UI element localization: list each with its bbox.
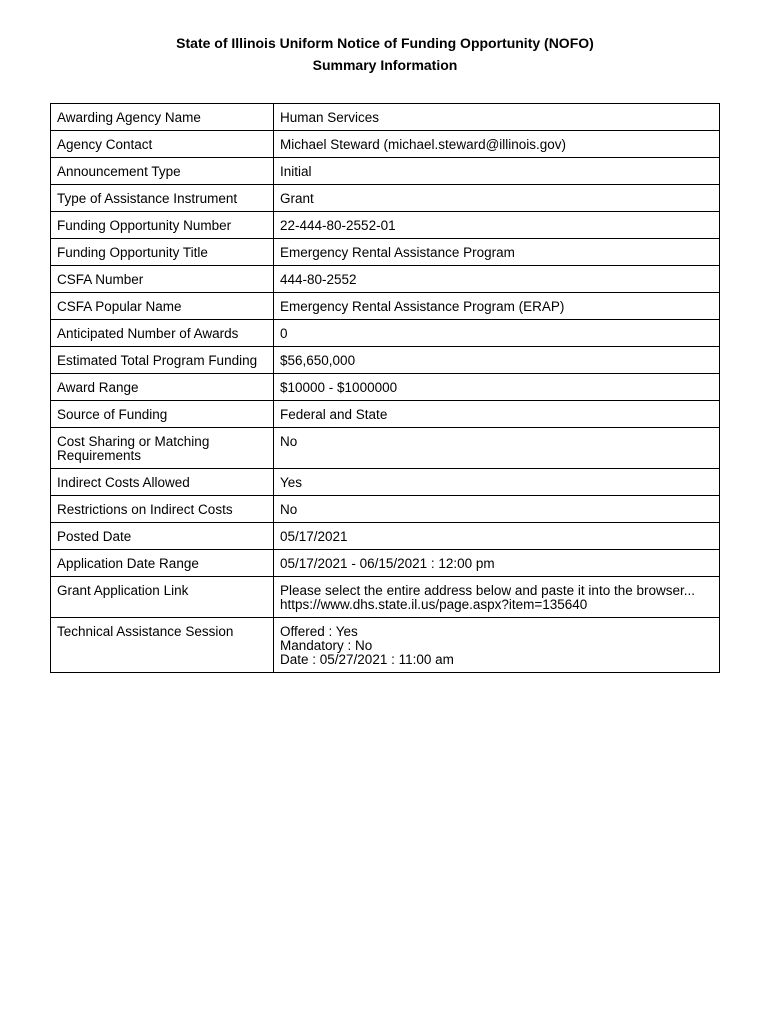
row-value: Federal and State xyxy=(274,401,720,428)
row-value: 05/17/2021 - 06/15/2021 : 12:00 pm xyxy=(274,550,720,577)
row-value: Grant xyxy=(274,185,720,212)
row-label: CSFA Popular Name xyxy=(51,293,274,320)
row-label: Grant Application Link xyxy=(51,577,274,618)
table-row-indirect-costs-allowed xyxy=(51,469,720,496)
row-label: Restrictions on Indirect Costs xyxy=(51,496,274,523)
row-label: Awarding Agency Name xyxy=(51,104,274,131)
table-row-award-range xyxy=(51,374,720,401)
table-row-indirect-cost-restrictions xyxy=(51,496,720,523)
table-row-assistance-instrument xyxy=(51,185,720,212)
row-value: Emergency Rental Assistance Program xyxy=(274,239,720,266)
table-row-technical-assistance xyxy=(51,618,720,673)
row-label: Posted Date xyxy=(51,523,274,550)
table-row-agency-contact xyxy=(51,131,720,158)
row-value: Offered : Yes Mandatory : No Date : 05/27/2021 : 11:00 am xyxy=(274,618,720,673)
row-value: 05/17/2021 xyxy=(274,523,720,550)
row-value: 444-80-2552 xyxy=(274,266,720,293)
table-row-cost-sharing xyxy=(51,428,720,469)
nofo-summary-table xyxy=(50,103,720,673)
row-label: Source of Funding xyxy=(51,401,274,428)
table-row-application-date-range xyxy=(51,550,720,577)
row-value: 22-444-80-2552-01 xyxy=(274,212,720,239)
grant-application-link[interactable]: Please select the entire address below and paste it into the browser... https://www.dhs.state.il.us/page.aspx?item=135640 xyxy=(274,577,720,618)
row-value: Michael Steward (michael.steward@illinois.gov) xyxy=(274,131,720,158)
table-row-estimated-total-funding xyxy=(51,347,720,374)
table-row-awarding-agency-name xyxy=(51,104,720,131)
row-label: Anticipated Number of Awards xyxy=(51,320,274,347)
table-row-csfa-number xyxy=(51,266,720,293)
row-label: Type of Assistance Instrument xyxy=(51,185,274,212)
row-value: Human Services xyxy=(274,104,720,131)
table-row-grant-application-link xyxy=(51,577,720,618)
row-value: $56,650,000 xyxy=(274,347,720,374)
row-label: Award Range xyxy=(51,374,274,401)
row-label: Agency Contact xyxy=(51,131,274,158)
row-value: 0 xyxy=(274,320,720,347)
table-row-posted-date xyxy=(51,523,720,550)
row-value: Initial xyxy=(274,158,720,185)
row-value: No xyxy=(274,496,720,523)
table-row-funding-opportunity-number xyxy=(51,212,720,239)
row-label: Estimated Total Program Funding xyxy=(51,347,274,374)
row-label: Announcement Type xyxy=(51,158,274,185)
table-row-announcement-type xyxy=(51,158,720,185)
row-label: Technical Assistance Session xyxy=(51,618,274,673)
row-value: No xyxy=(274,428,720,469)
row-value: Emergency Rental Assistance Program (ERAP) xyxy=(274,293,720,320)
row-label: Funding Opportunity Title xyxy=(51,239,274,266)
document-subtitle: Summary Information xyxy=(312,57,458,73)
row-label: Cost Sharing or Matching Requirements xyxy=(51,428,274,469)
row-label: Indirect Costs Allowed xyxy=(51,469,274,496)
table-row-funding-opportunity-title xyxy=(51,239,720,266)
row-value: Yes xyxy=(274,469,720,496)
table-row-anticipated-awards xyxy=(51,320,720,347)
row-label: Funding Opportunity Number xyxy=(51,212,274,239)
row-label: CSFA Number xyxy=(51,266,274,293)
table-row-source-of-funding xyxy=(51,401,720,428)
row-value: $10000 - $1000000 xyxy=(274,374,720,401)
table-row-csfa-popular-name xyxy=(51,293,720,320)
document-title: State of Illinois Uniform Notice of Funding Opportunity (NOFO) xyxy=(176,35,594,51)
row-label: Application Date Range xyxy=(51,550,274,577)
